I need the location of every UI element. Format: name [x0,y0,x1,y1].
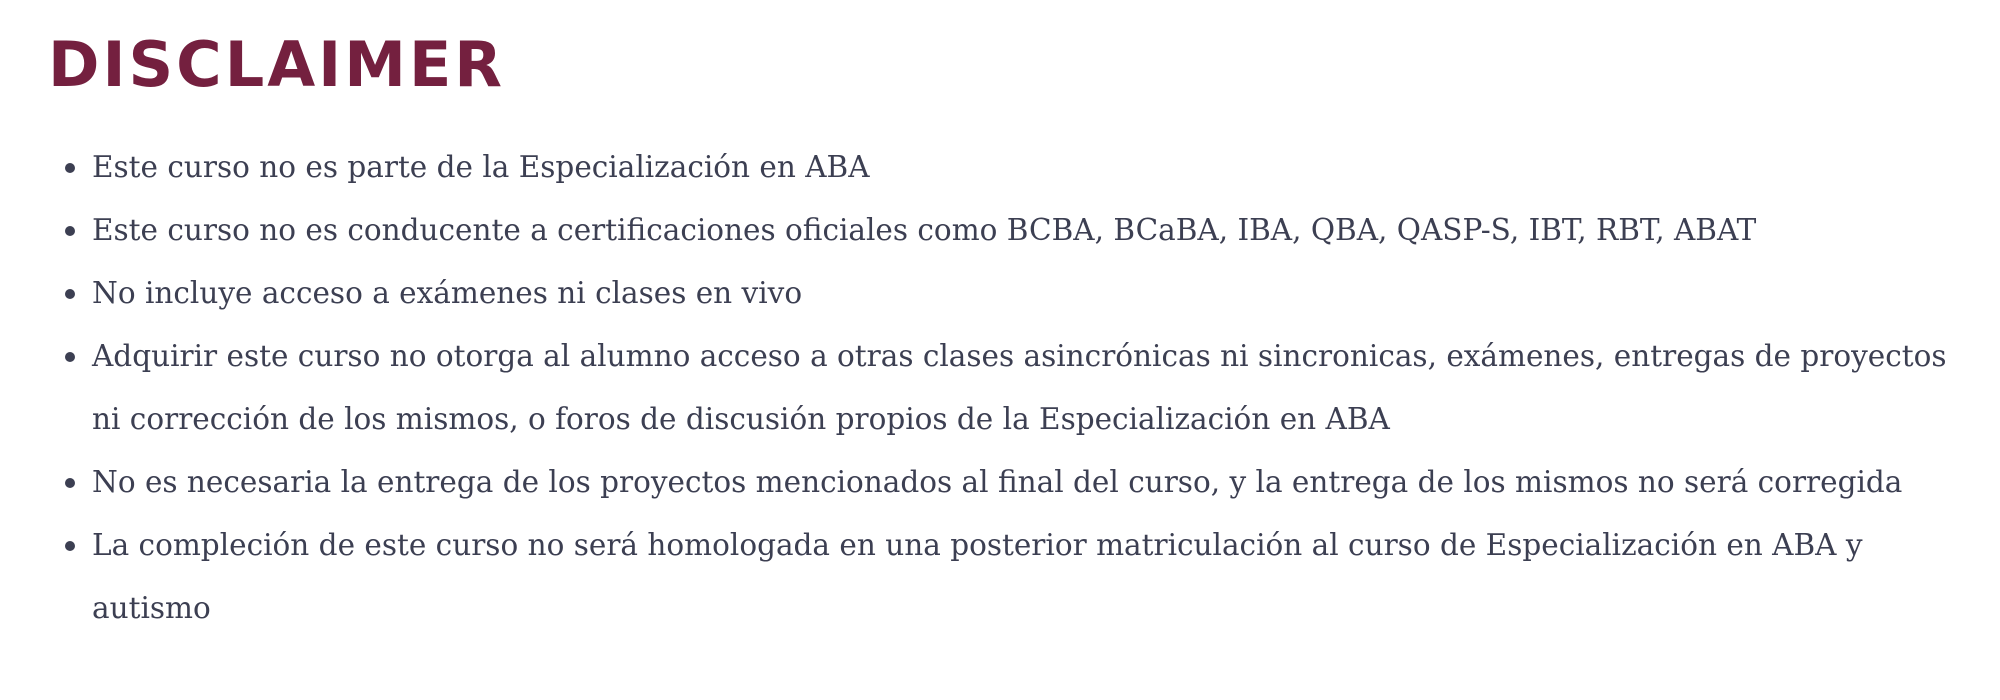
bullet-icon [65,541,75,551]
list-item-text: No es necesaria la entrega de los proyectos mencionados al final del curso, y la entrega de los mismos no será corregida [92,465,1903,499]
list-item-text: Este curso no es conducente a certificaciones oficiales como BCBA, BCaBA, IBA, QBA, QASP-S, IBT, RBT, ABAT [92,213,1757,247]
bullet-icon [65,289,75,299]
list-item [48,199,1978,262]
list-item [48,262,1978,325]
bullet-icon [65,163,75,173]
list-item [48,514,1978,640]
disclaimer-list [48,136,1978,640]
list-item [48,136,1978,199]
bullet-icon [65,352,75,362]
list-item [48,451,1978,514]
list-item-text: La compleción de este curso no será homologada en una posterior matriculación al curso de Especialización en ABA y autismo [92,528,1863,625]
disclaimer-section [48,28,1978,640]
bullet-icon [65,226,75,236]
list-item-text: Este curso no es parte de la Especialización en ABA [92,150,870,184]
disclaimer-title: DISCLAIMER [48,28,506,101]
list-item [48,325,1978,451]
bullet-icon [65,478,75,488]
list-item-text: Adquirir este curso no otorga al alumno acceso a otras clases asincrónicas ni sincronicas, exámenes, entregas de proyectos ni corrección de los mismos, o foros de discusión propios de la Especialización en ABA [92,339,1947,436]
list-item-text: No incluye acceso a exámenes ni clases en vivo [92,276,803,310]
